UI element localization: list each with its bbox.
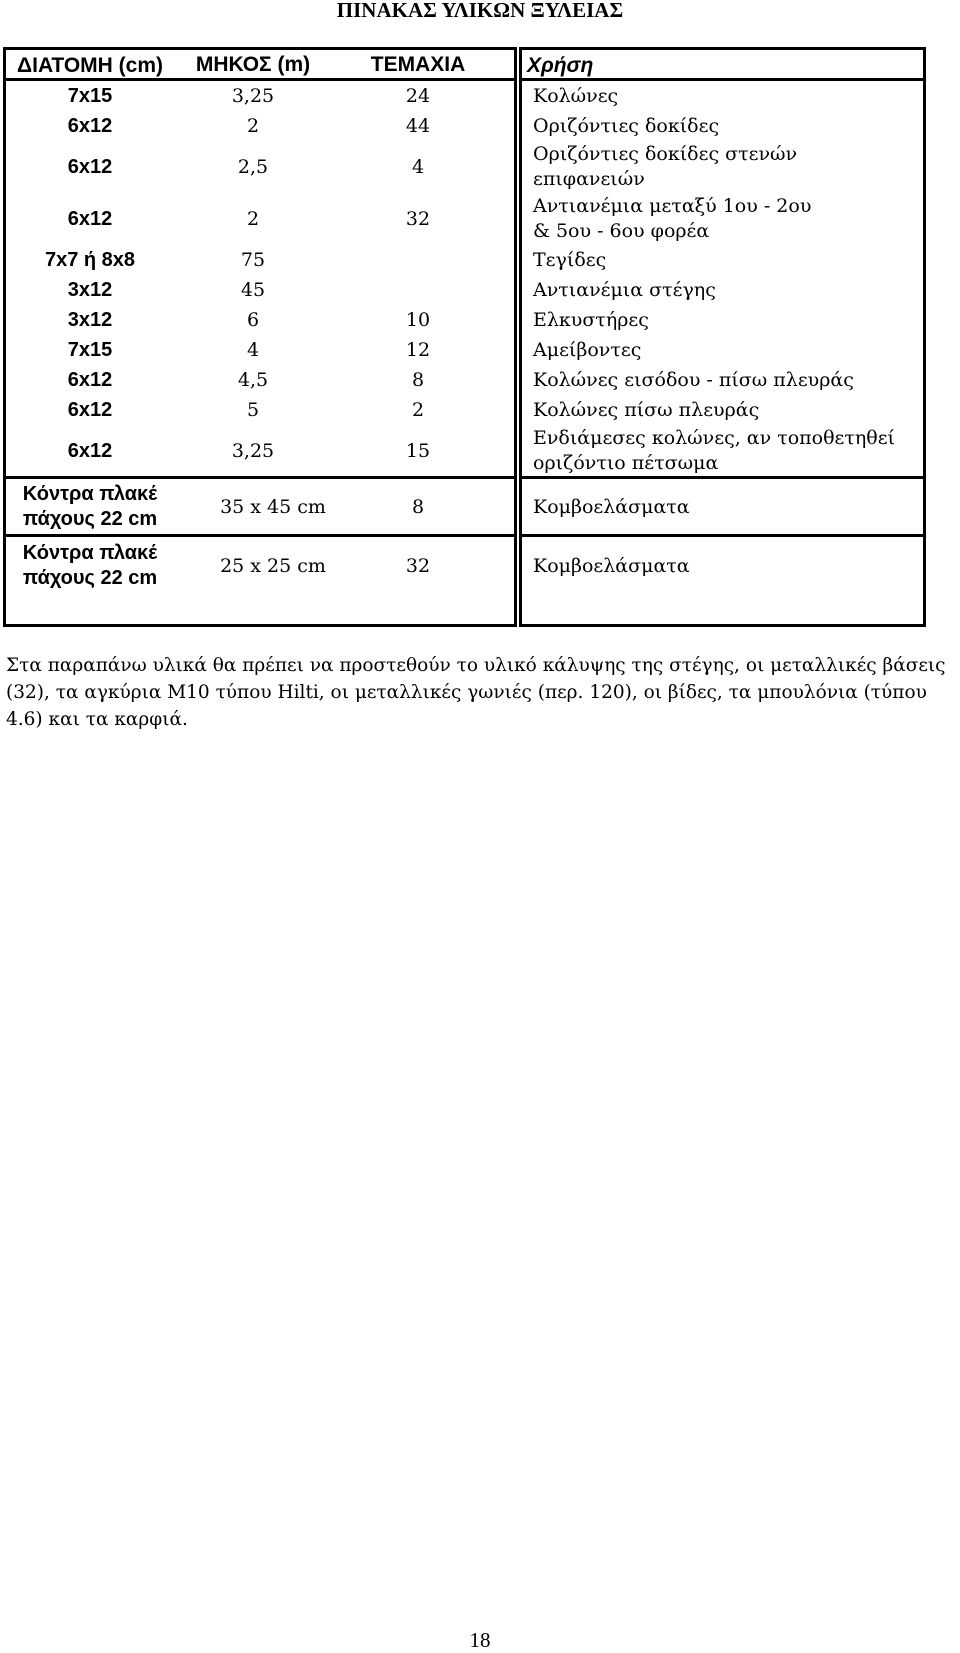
row-7-section: 3x12: [67, 308, 113, 331]
row-11-section: 6x12: [67, 439, 113, 462]
row-2-length: 2: [246, 115, 260, 137]
row-6-pieces: [343, 275, 493, 305]
row-3-use: Οριζόντιες δοκίδες στενών επιφανειών: [533, 143, 798, 190]
header-use: Χρήση: [527, 53, 594, 77]
row-9-length: 4,5: [237, 369, 269, 391]
row-10-length: 5: [246, 399, 260, 421]
materials-note: Στα παραπάνω υλικά θα πρέπει να προστεθούν το υλικό κάλυψης της στέγης, οι μεταλλικές βάσεις (32), τα αγκύρια Μ10 τύπου Hilti, οι μεταλλικές γωνιές (περ. 120), οι βίδες, τα μπουλόνια (τύπου 4.6) και τα καρφιά.: [6, 655, 946, 730]
row-4-section: 6x12: [67, 207, 113, 230]
row-8-use: Αμείβοντες: [533, 338, 642, 361]
row-6-section: 3x12: [67, 278, 113, 301]
row-2-pieces: 44: [405, 115, 431, 137]
row-3-length: 2,5: [237, 156, 269, 178]
row-1-length: 3,25: [231, 85, 275, 107]
row-2-use: Οριζόντιες δοκίδες: [533, 114, 720, 137]
row-10-section: 6x12: [67, 398, 113, 421]
header-section: ΔΙΑΤΟΜΗ (cm): [17, 53, 163, 77]
row-5-length: 75: [240, 249, 266, 271]
materials-table: [3, 47, 926, 627]
row-12-section: Κόντρα πλακέ πάχους 22 cm: [22, 483, 158, 530]
row-3-pieces: 4: [411, 156, 425, 178]
row-5-pieces: [343, 245, 493, 275]
row-6-use: Αντιανέμια στέγης: [533, 278, 716, 301]
row-8-section: 7x15: [67, 338, 113, 361]
row-13-use: Κομβοελάσματα: [533, 554, 690, 577]
header-length: ΜΗΚΟΣ (m): [195, 53, 311, 76]
row-8-pieces: 12: [405, 339, 431, 361]
row-13-pieces: 32: [405, 555, 431, 577]
row-10-use: Κολώνες πίσω πλευράς: [533, 398, 760, 421]
row-7-length: 6: [246, 309, 260, 331]
row-11-length: 3,25: [231, 440, 275, 462]
row-7-pieces: 10: [405, 309, 431, 331]
row-12-use: Κομβοελάσματα: [533, 495, 690, 518]
row-13-section: Κόντρα πλακέ πάχους 22 cm: [22, 542, 158, 589]
row-9-section: 6x12: [67, 368, 113, 391]
row-1-use: Κολώνες: [533, 84, 619, 107]
header-pieces: ΤΕΜΑΧΙΑ: [370, 53, 466, 76]
row-10-pieces: 2: [411, 399, 425, 421]
page-title: ΠΙΝΑΚΑΣ ΥΛΙΚΩΝ ΞΥΛΕΙΑΣ: [336, 0, 624, 22]
row-12-length: 35 x 45 cm: [220, 496, 326, 518]
row-4-pieces: 32: [405, 208, 431, 230]
row-1-section: 7x15: [67, 84, 113, 107]
row-9-pieces: 8: [411, 369, 425, 391]
row-11-use: Ενδιάμεσες κολώνες, αν τοποθετηθεί οριζόντιο πέτσωμα: [533, 427, 895, 474]
row-4-length: 2: [246, 208, 260, 230]
row-6-length: 45: [240, 279, 266, 301]
row-5-section: 7x7 ή 8x8: [44, 248, 136, 271]
row-12-pieces: 8: [411, 496, 425, 518]
row-11-pieces: 15: [405, 440, 431, 462]
row-1-pieces: 24: [405, 85, 431, 107]
row-4-use: Αντιανέμια μεταξύ 1ου - 2ου & 5ου - 6ου φορέα: [533, 195, 812, 242]
row-2-section: 6x12: [67, 114, 113, 137]
row-7-use: Ελκυστήρες: [533, 308, 649, 331]
row-5-use: Τεγίδες: [533, 248, 607, 271]
row-9-use: Κολώνες εισόδου - πίσω πλευράς: [533, 368, 854, 391]
row-13-length: 25 x 25 cm: [220, 555, 326, 577]
row-3-section: 6x12: [67, 155, 113, 178]
page-number: 18: [469, 1628, 491, 1652]
row-8-length: 4: [246, 339, 260, 361]
